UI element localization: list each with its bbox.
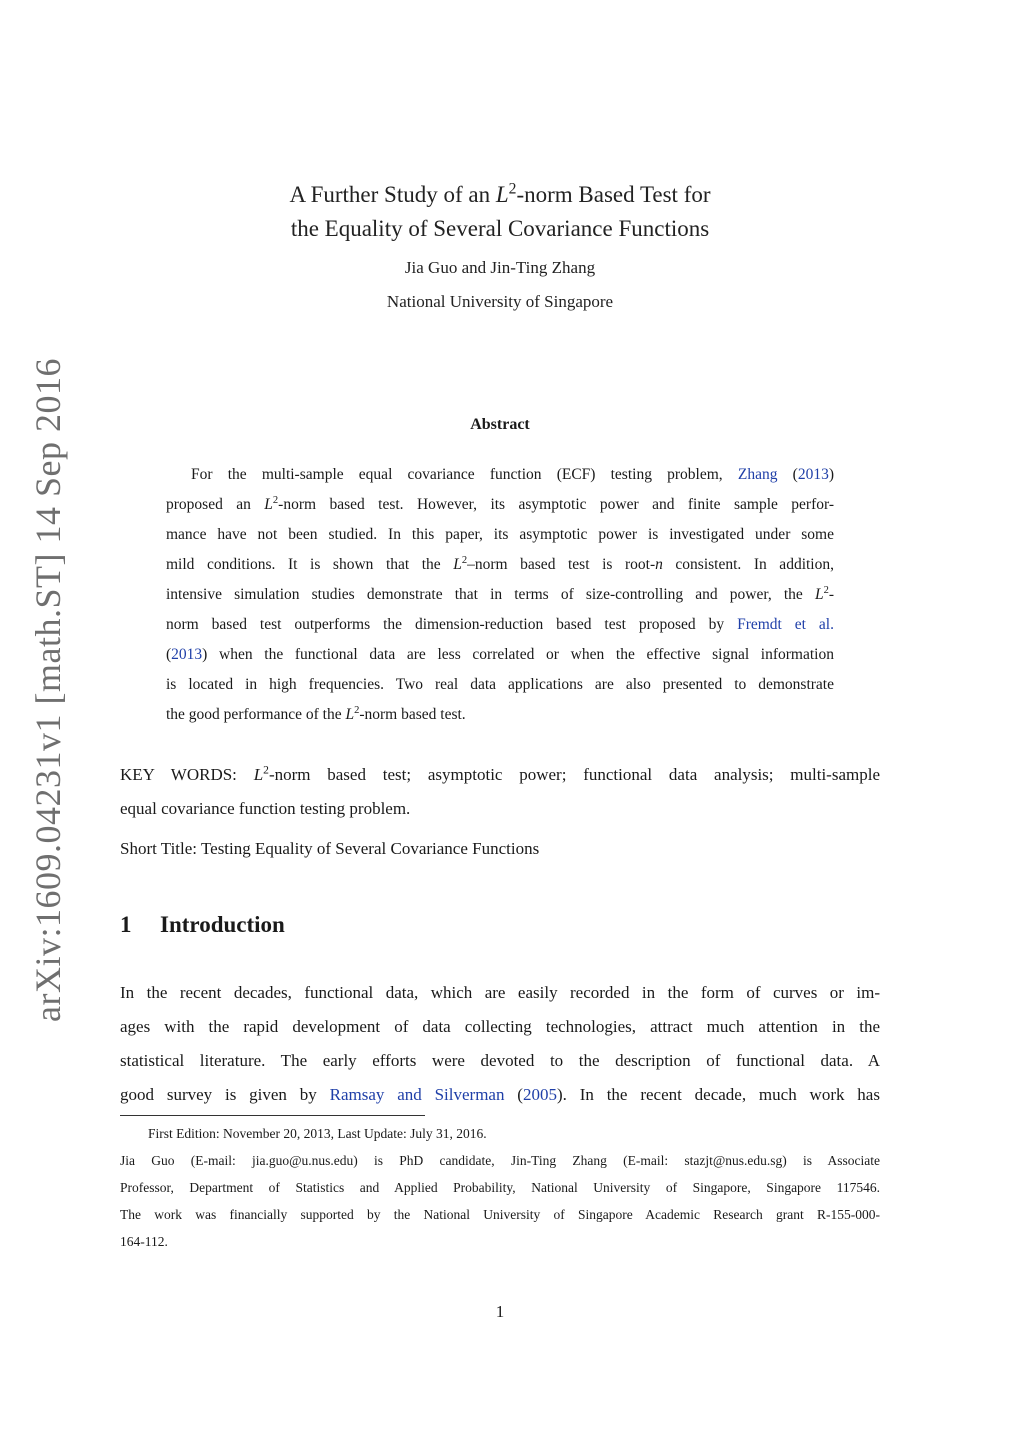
- footnote-line: 164-112.: [120, 1234, 168, 1249]
- abstract-line: mild conditions. It is shown that the $L^2$–norm based test is root-n consistent. In addition,: [166, 554, 834, 573]
- abstract-heading: Abstract: [470, 416, 530, 433]
- abstract-line: For the multi-sample equal covariance function (ECF) testing problem, Zhang (2013): [191, 466, 834, 483]
- section-title: Introduction: [160, 912, 285, 937]
- title-line-2: the Equality of Several Covariance Functions: [290, 216, 710, 241]
- section-number: 1: [120, 912, 132, 937]
- citation-link-zhang-year[interactable]: 2013: [797, 466, 829, 483]
- footnote-rule: [120, 1115, 425, 1116]
- page-number: 1: [495, 1302, 505, 1321]
- arxiv-stamp: arXiv:1609.04231v1 [math.ST] 14 Sep 2016: [28, 358, 68, 1022]
- short-title-line: Short Title: Testing Equality of Several Covariance Functions: [120, 839, 540, 858]
- footnotes: [120, 1120, 880, 1255]
- abstract-line: mance have not been studied. In this paper, its asymptotic power is investigated under some: [166, 526, 834, 543]
- intro-line: In the recent decades, functional data, which are easily recorded in the form of curves or im-: [120, 983, 880, 1002]
- paper-title: [200, 178, 800, 246]
- abstract-line: the good performance of the $L^2$-norm based test.: [166, 704, 466, 723]
- abstract-line: is located in high frequencies. Two real data applications are also presented to demonstrate: [166, 676, 834, 693]
- intro-line: good survey is given by Ramsay and Silverman (2005). In the recent decade, much work has: [120, 1085, 880, 1104]
- abstract-line: norm based test outperforms the dimension-reduction based test proposed by Fremdt et al.: [166, 616, 834, 633]
- intro-paragraph: [120, 976, 880, 1112]
- abstract-line: intensive simulation studies demonstrate that in terms of size-controlling and power, the $L^2-$: [166, 584, 834, 603]
- citation-link-ramsay-year[interactable]: 2005: [522, 1085, 557, 1104]
- intro-line: statistical literature. The early efforts were devoted to the description of functional data. A: [120, 1051, 880, 1070]
- footnote-line: The work was financially supported by the National University of Singapore Academic Research grant R-155-000-: [120, 1207, 880, 1222]
- footnote-line: First Edition: November 20, 2013, Last Update: July 31, 2016.: [148, 1126, 487, 1141]
- citation-link-zhang[interactable]: Zhang: [737, 466, 778, 483]
- keywords-line: equal covariance function testing problem.: [120, 799, 411, 818]
- citation-link-fremdt[interactable]: Fremdt et al.: [737, 616, 834, 633]
- affiliation: National University of Singapore: [386, 292, 614, 311]
- authors: Jia Guo and Jin-Ting Zhang: [404, 258, 596, 277]
- keywords: [120, 758, 880, 826]
- footnote-line: Professor, Department of Statistics and Applied Probability, National University of Singapore, Singapore 117546.: [120, 1180, 880, 1195]
- title-line-1: A Further Study of an $L^2$-norm Based Test for: [289, 180, 711, 207]
- citation-link-ramsay[interactable]: Ramsay and Silverman: [329, 1085, 505, 1104]
- section-heading: [120, 912, 285, 938]
- citation-link-fremdt-year[interactable]: 2013: [171, 646, 203, 663]
- abstract-line: (2013) when the functional data are less correlated or when the effective signal information: [166, 646, 834, 663]
- abstract-body: [166, 460, 834, 730]
- short-title: [120, 836, 880, 862]
- keywords-line: KEY WORDS: $L^2$-norm based test; asymptotic power; functional data analysis; multi-sample: [120, 763, 880, 784]
- footnote-line: Jia Guo (E-mail: jia.guo@u.nus.edu) is PhD candidate, Jin-Ting Zhang (E-mail: stazjt@nus.edu.sg) is Associate: [120, 1153, 880, 1168]
- abstract-line: proposed an $L^2$-norm based test. However, its asymptotic power and finite sample perfor-: [166, 494, 834, 513]
- intro-line: ages with the rapid development of data collecting technologies, attract much attention in the: [120, 1017, 880, 1036]
